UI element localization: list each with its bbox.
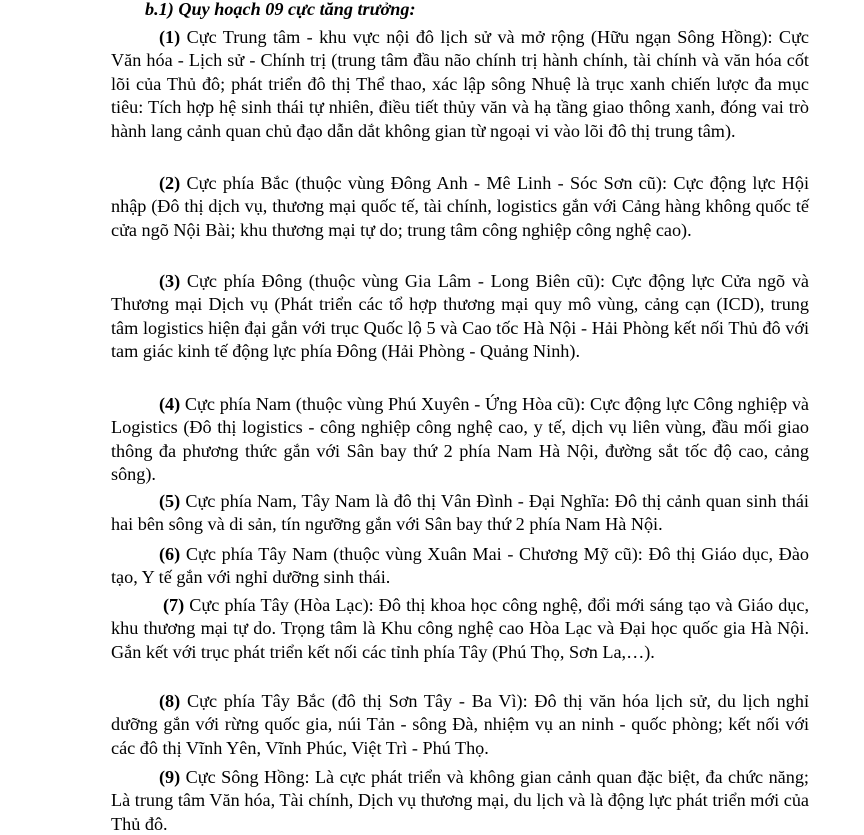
paragraph-number: (7) (163, 595, 185, 615)
paragraph-text: Cực phía Nam, Tây Nam là đô thị Vân Đình - Đại Nghĩa: Đô thị cảnh quan sinh thái hai bên sông và di sản, tín ngưỡng gắn với Sân bay thứ 2 phía Nam Hà Nội. (111, 491, 809, 535)
paragraph-text: Cực phía Tây (Hòa Lạc): Đô thị khoa học công nghệ, đổi mới sáng tạo và Giáo dục, khu thương mại tự do. Trọng tâm là Khu công nghệ cao Hòa Lạc và Đại học quốc gia Hà Nội. Gắn kết với trục phát triển kết nối các tỉnh phía Tây (Phú Thọ, Sơn La,…). (111, 595, 809, 662)
paragraph-number: (4) (159, 394, 181, 414)
growth-pole-paragraph-5 (111, 490, 809, 537)
growth-pole-paragraph-6 (111, 543, 809, 590)
paragraph-text: Cực phía Tây Nam (thuộc vùng Xuân Mai - Chương Mỹ cũ): Đô thị Giáo dục, Đào tạo, Y tế gắn với nghỉ dưỡng sinh thái. (111, 544, 809, 588)
paragraph-number: (3) (159, 271, 181, 291)
paragraph-number: (8) (159, 691, 181, 711)
growth-pole-paragraph-3 (111, 270, 809, 364)
paragraph-number: (9) (159, 767, 181, 787)
paragraph-text: Cực phía Đông (thuộc vùng Gia Lâm - Long Biên cũ): Cực động lực Cửa ngõ và Thương mại Dịch vụ (Phát triển các tổ hợp thương mại quy mô vùng, cảng cạn (ICD), trung tâm logistics hiện đại gắn với trục Quốc lộ 5 và Cao tốc Hà Nội - Hải Phòng kết nối Thủ đô với tam giác kinh tế động lực phía Đông (Hải Phòng - Quảng Ninh). (111, 271, 809, 362)
paragraph-text: Cực phía Nam (thuộc vùng Phú Xuyên - Ứng Hòa cũ): Cực động lực Công nghiệp và Logistics (Đô thị logistics - công nghiệp công nghệ cao, y tế, dịch vụ liên vùng, đầu mối giao thông đa phương thức gắn với Sân bay thứ 2 phía Nam Hà Nội, đường sắt tốc độ cao, cảng sông). (111, 394, 809, 485)
paragraph-number: (1) (159, 27, 181, 47)
growth-pole-paragraph-2 (111, 172, 809, 242)
paragraph-number: (6) (159, 544, 181, 564)
paragraph-number: (5) (159, 491, 181, 511)
growth-pole-paragraph-1 (111, 26, 809, 143)
growth-pole-paragraph-9 (111, 766, 809, 835)
growth-pole-paragraph-4 (111, 393, 809, 487)
paragraph-number: (2) (159, 173, 181, 193)
paragraph-text: Cực Trung tâm - khu vực nội đô lịch sử và mở rộng (Hữu ngạn Sông Hồng): Cực Văn hóa - Lịch sử - Chính trị (trung tâm đầu não chính trị hành chính, tài chính và văn hóa cốt lõi của Thủ đô; phát triển đô thị Thể thao, xác lập sông Nhuệ là trục xanh chiến lược đa mục tiêu: Tích hợp hệ sinh thái tự nhiên, điều tiết thủy văn và hạ tầng giao thông xanh, đóng vai trò hành lang cảnh quan chủ đạo dẫn dắt không gian từ ngoại vi vào lõi đô thị trung tâm). (111, 27, 809, 141)
section-heading: b.1) Quy hoạch 09 cực tăng trưởng: (145, 0, 416, 19)
paragraph-text: Cực phía Bắc (thuộc vùng Đông Anh - Mê Linh - Sóc Sơn cũ): Cực động lực Hội nhập (Đô thị dịch vụ, thương mại quốc tế, tài chính, logistics gắn với Cảng hàng không quốc tế cửa ngõ Nội Bài; khu thương mại tự do; trung tâm công nghiệp công nghệ cao). (111, 173, 809, 240)
growth-pole-paragraph-8 (111, 690, 809, 760)
paragraph-text: Cực Sông Hồng: Là cực phát triển và không gian cảnh quan đặc biệt, đa chức năng; Là trung tâm Văn hóa, Tài chính, Dịch vụ thương mại, du lịch và là động lực phát triển mới của Thủ đô. (111, 767, 809, 834)
growth-pole-paragraph-7 (111, 594, 809, 664)
paragraph-text: Cực phía Tây Bắc (đô thị Sơn Tây - Ba Vì): Đô thị văn hóa lịch sử, du lịch nghỉ dưỡng gắn với rừng quốc gia, núi Tản - sông Đà, nhiệm vụ an ninh - quốc phòng; kết nối với các đô thị Vĩnh Yên, Vĩnh Phúc, Việt Trì - Phú Thọ. (111, 691, 809, 758)
